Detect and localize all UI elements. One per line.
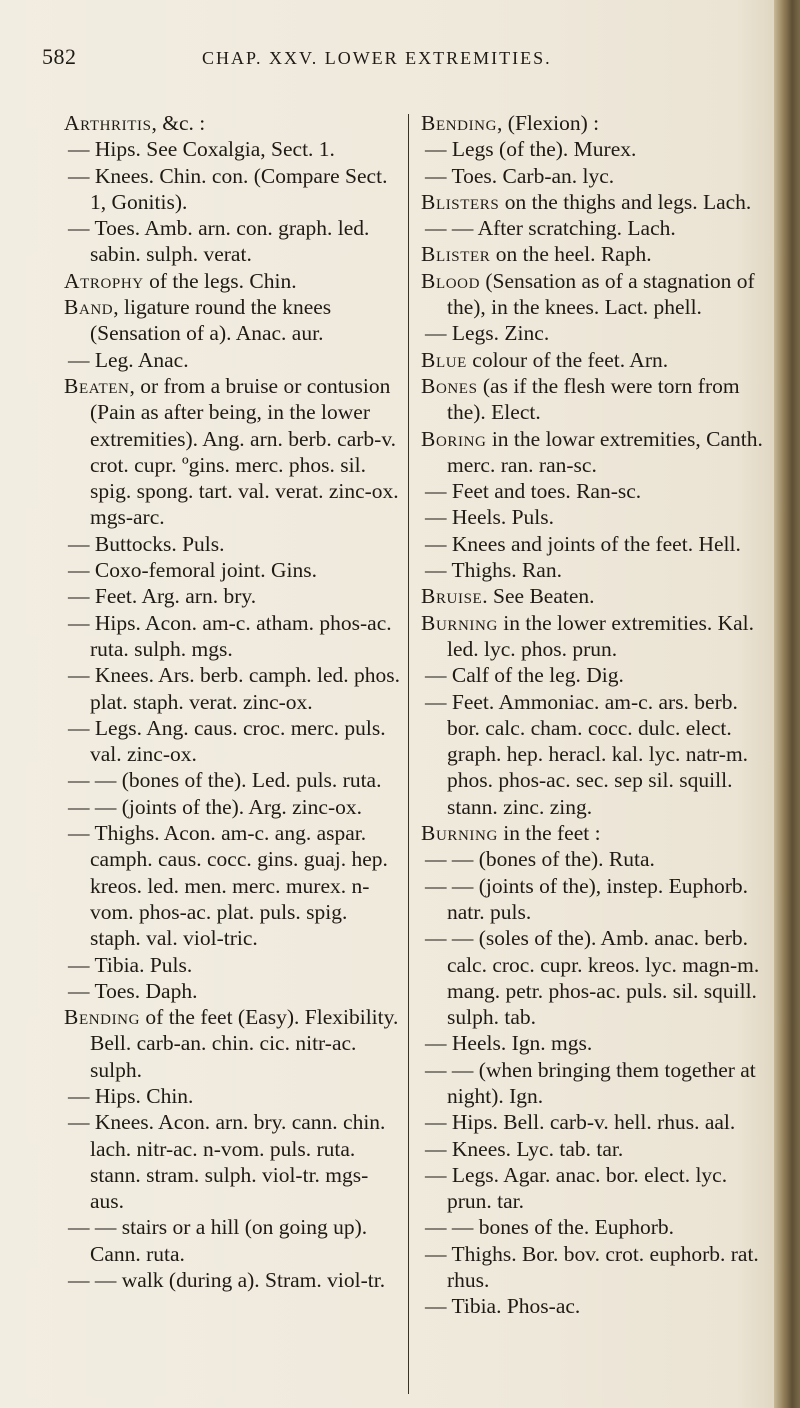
index-entry bbox=[64, 557, 402, 583]
left-column bbox=[64, 110, 402, 1293]
entry-text: — Legs. Ang. caus. croc. merc. puls. val. zinc-ox. bbox=[68, 715, 386, 767]
index-entry bbox=[64, 347, 402, 373]
entry-text: — Toes. Daph. bbox=[68, 978, 198, 1003]
index-entry bbox=[421, 1293, 767, 1319]
entry-headword: Arthritis bbox=[64, 111, 152, 135]
index-entry bbox=[64, 268, 402, 294]
index-entry bbox=[64, 294, 402, 347]
entry-headword: Band bbox=[64, 295, 114, 320]
entry-text: colour of the feet. Arn. bbox=[466, 347, 669, 372]
entry-text: on the heel. Raph. bbox=[490, 242, 652, 267]
index-entry bbox=[421, 689, 767, 820]
entry-text: , &c. : bbox=[151, 111, 206, 135]
entry-text: , or from a bruise or contusion (Pain as after being, in the lower extremities). Ang. arn. berb. carb-v. crot. cupr. ºgins. merc. phos. sil. spig. spong. tart. val. verat. zinc-ox. mgs-arc. bbox=[90, 373, 399, 530]
entry-headword: Blister bbox=[421, 242, 491, 267]
entry-text: — — (soles of the). Amb. anac. berb. calc. croc. cupr. kreos. lyc. magn-m. mang. petr. phos-ac. puls. sil. squill. sulph. tab. bbox=[425, 926, 760, 1030]
entry-text: — Legs. Agar. anac. bor. elect. lyc. prun. tar. bbox=[425, 1162, 728, 1214]
index-entry bbox=[421, 241, 767, 267]
entry-headword: Burning bbox=[421, 821, 498, 846]
entry-headword: Boring bbox=[421, 426, 487, 451]
entry-text: — — (when bringing them together at night). Ign. bbox=[425, 1057, 756, 1108]
entry-text: in the feet : bbox=[497, 821, 601, 846]
entry-text: , (Flexion) : bbox=[497, 111, 600, 135]
entry-text: — Knees. Lyc. tab. tar. bbox=[425, 1136, 624, 1161]
entry-text: — Leg. Anac. bbox=[68, 347, 189, 372]
entry-text: — Feet and toes. Ran-sc. bbox=[425, 479, 642, 504]
entry-text: — Toes. Carb-an. lyc. bbox=[425, 163, 615, 188]
running-head: CHAP. XXV. LOWER EXTREMITIES. bbox=[202, 48, 552, 68]
index-entry bbox=[421, 1136, 767, 1162]
entry-text: — Tibia. Phos-ac. bbox=[425, 1294, 581, 1319]
entry-text: — — (bones of the). Led. puls. ruta. bbox=[68, 768, 382, 793]
index-entry bbox=[421, 426, 767, 479]
entry-headword: Bending bbox=[64, 1005, 141, 1030]
index-entry bbox=[64, 583, 402, 609]
entry-text: — Heels. Puls. bbox=[425, 505, 554, 530]
index-entry bbox=[64, 610, 402, 663]
index-entry bbox=[64, 373, 402, 531]
entry-headword: Blue bbox=[421, 347, 467, 372]
entry-text: — Legs. Zinc. bbox=[425, 321, 550, 346]
index-entry bbox=[421, 820, 767, 846]
entry-headword: Burning bbox=[421, 610, 498, 635]
index-entry bbox=[64, 715, 402, 768]
index-entry bbox=[64, 1004, 402, 1083]
entry-text: — Heels. Ign. mgs. bbox=[425, 1031, 593, 1056]
index-entry bbox=[421, 215, 767, 241]
entry-text: of the feet (Easy). Flexibility. Bell. carb-an. chin. cic. nitr-ac. sulph. bbox=[90, 1005, 399, 1082]
entry-text: in the lower extremities. Kal. led. lyc. phos. prun. bbox=[447, 610, 755, 661]
entry-headword: Bones bbox=[421, 373, 478, 398]
index-entry bbox=[421, 662, 767, 688]
index-entry bbox=[421, 1057, 767, 1110]
entry-text: — Feet. Arg. arn. bry. bbox=[68, 584, 257, 609]
entry-headword: Blood bbox=[421, 268, 481, 293]
entry-text: — Hips. Chin. bbox=[68, 1083, 194, 1108]
index-entry bbox=[421, 925, 767, 1030]
entry-text: — Legs (of the). Murex. bbox=[425, 137, 637, 162]
index-entry bbox=[421, 531, 767, 557]
entry-text: , ligature round the knees (Sensation of a). Anac. aur. bbox=[90, 295, 332, 346]
entry-text: — — (joints of the). Arg. zinc-ox. bbox=[68, 794, 362, 819]
entry-text: — Knees and joints of the feet. Hell. bbox=[425, 531, 741, 556]
entry-text: — Hips. Acon. am-c. atham. phos-ac. ruta. sulph. mgs. bbox=[68, 610, 392, 661]
index-entry bbox=[64, 978, 402, 1004]
entry-headword: Atrophy bbox=[64, 268, 144, 293]
index-entry bbox=[64, 1214, 402, 1267]
index-entry bbox=[421, 1214, 767, 1240]
index-entry bbox=[64, 531, 402, 557]
entry-text: — — stairs or a hill (on going up). Cann. ruta. bbox=[68, 1215, 368, 1266]
entry-text: — Hips. See Coxalgia, Sect. 1. bbox=[68, 137, 335, 162]
index-entry bbox=[64, 794, 402, 820]
entry-text: . See Beaten. bbox=[482, 584, 595, 609]
entry-text: — — (joints of the), instep. Euphorb. natr. puls. bbox=[425, 873, 749, 924]
page-number: 582 bbox=[42, 44, 77, 69]
entry-text: — Knees. Ars. berb. camph. led. phos. plat. staph. verat. zinc-ox. bbox=[68, 663, 400, 714]
entry-text: — — walk (during a). Stram. viol-tr. bbox=[68, 1268, 386, 1293]
entry-text: — Toes. Amb. arn. con. graph. led. sabin. sulph. verat. bbox=[68, 216, 370, 267]
index-entry bbox=[421, 873, 767, 926]
entry-headword: Bending bbox=[421, 111, 498, 135]
entry-text: — Thighs. Ran. bbox=[425, 558, 562, 583]
index-entry bbox=[421, 610, 767, 663]
entry-text: — Tibia. Puls. bbox=[68, 952, 193, 977]
index-entry bbox=[421, 504, 767, 530]
index-entry bbox=[64, 820, 402, 951]
entry-text: — — bones of the. Euphorb. bbox=[425, 1215, 675, 1240]
index-entry bbox=[421, 1241, 767, 1294]
entry-headword: Beaten bbox=[64, 373, 130, 398]
entry-text: (as if the flesh were torn from the). Elect. bbox=[447, 373, 740, 425]
index-entry bbox=[421, 189, 767, 215]
entry-text: in the lowar extremities, Canth. merc. ran. ran-sc. bbox=[447, 426, 763, 477]
index-entry bbox=[64, 952, 402, 978]
index-entry bbox=[64, 136, 402, 162]
index-entry bbox=[64, 662, 402, 715]
entry-text: — Thighs. Bor. bov. crot. euphorb. rat. rhus. bbox=[425, 1241, 759, 1293]
index-entry bbox=[421, 1162, 767, 1215]
index-entry bbox=[421, 347, 767, 373]
entry-headword: Bruise bbox=[421, 584, 483, 609]
index-entry bbox=[421, 268, 767, 321]
index-entry bbox=[64, 110, 402, 136]
index-entry bbox=[64, 1109, 402, 1214]
index-entry bbox=[421, 110, 767, 136]
entry-text: on the thighs and legs. Lach. bbox=[499, 189, 752, 214]
index-entry bbox=[421, 1109, 767, 1135]
entry-text: — Buttocks. Puls. bbox=[68, 531, 225, 556]
entry-text: — Knees. Acon. arn. bry. cann. chin. lach. nitr-ac. n-vom. puls. ruta. stann. stram. sulph. viol-tr. mgs-aus. bbox=[68, 1110, 386, 1214]
entry-text: (Sensation as of a stagnation of the), in the knees. Lact. phell. bbox=[447, 268, 755, 320]
index-entry bbox=[64, 163, 402, 216]
page-edge bbox=[774, 0, 800, 1408]
entry-text: — Calf of the leg. Dig. bbox=[425, 663, 624, 688]
index-entry bbox=[64, 1267, 402, 1293]
entry-text: — Feet. Ammoniac. am-c. ars. berb. bor. calc. cham. cocc. dulc. elect. graph. hep. heracl. kal. lyc. natr-m. phos. phos-ac. sec. sep sil. squill. stann. zinc. zing. bbox=[425, 689, 749, 819]
index-entry bbox=[421, 846, 767, 872]
entry-text: — — After scratching. Lach. bbox=[425, 216, 676, 241]
entry-text: — — (bones of the). Ruta. bbox=[425, 847, 655, 872]
index-entry bbox=[421, 1030, 767, 1056]
index-entry bbox=[64, 215, 402, 268]
entry-text: — Hips. Bell. carb-v. hell. rhus. aal. bbox=[425, 1110, 736, 1135]
column-divider bbox=[408, 114, 409, 1394]
entry-headword: Blisters bbox=[421, 189, 500, 214]
index-entry bbox=[421, 478, 767, 504]
index-entry bbox=[421, 136, 767, 162]
index-entry bbox=[64, 767, 402, 793]
index-entry bbox=[421, 163, 767, 189]
index-entry bbox=[64, 1083, 402, 1109]
index-entry bbox=[421, 557, 767, 583]
entry-text: — Knees. Chin. con. (Compare Sect. 1, Gonitis). bbox=[68, 163, 388, 214]
entry-text: — Coxo-femoral joint. Gins. bbox=[68, 558, 318, 583]
index-entry bbox=[421, 373, 767, 426]
right-column bbox=[421, 110, 767, 1320]
entry-text: of the legs. Chin. bbox=[143, 268, 297, 293]
index-entry bbox=[421, 583, 767, 609]
entry-text: — Thighs. Acon. am-c. ang. aspar. camph. caus. cocc. gins. guaj. hep. kreos. led. men. merc. murex. n-vom. phos-ac. plat. puls. spig. staph. val. viol-tric. bbox=[68, 821, 388, 951]
page-header bbox=[42, 44, 742, 78]
index-entry bbox=[421, 320, 767, 346]
